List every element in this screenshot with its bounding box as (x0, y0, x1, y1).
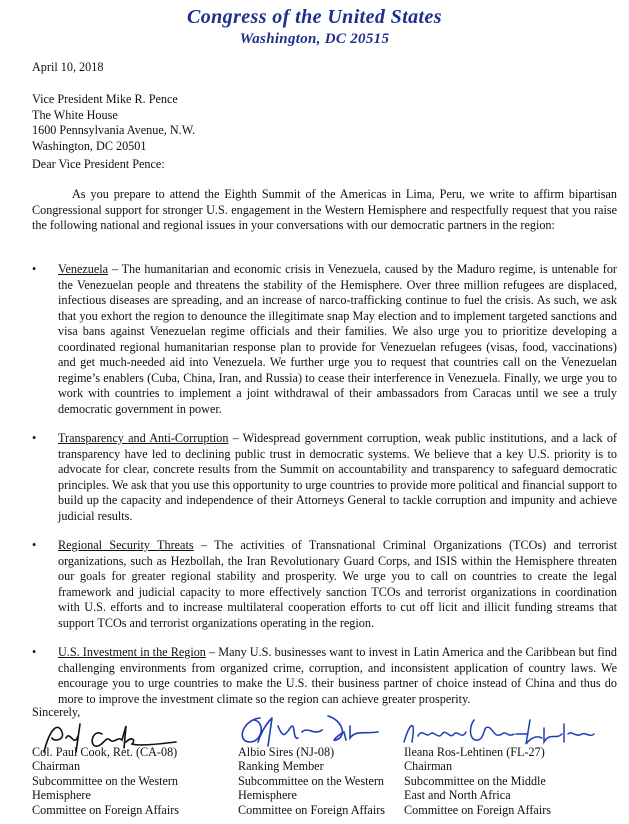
recipient-name: Vice President Mike R. Pence (32, 92, 178, 106)
signer-name: Albio Sires (NJ-08) (238, 745, 335, 759)
signer-name: Col. Paul Cook, Ret. (CA-08) (32, 745, 178, 759)
signer-role: Ranking Member (238, 759, 324, 774)
signer-subcommittee-cont: Hemisphere (32, 788, 91, 803)
bullet-icon: • (32, 645, 37, 659)
issue-security (30, 538, 617, 631)
signer-name: Ileana Ros-Lehtinen (FL-27) (404, 745, 545, 759)
issue-investment (30, 645, 617, 707)
bullet-icon: • (32, 262, 37, 276)
signer-committee: Committee on Foreign Affairs (32, 802, 180, 817)
salutation: Dear Vice President Pence: (32, 157, 165, 171)
issue-transparency (30, 431, 617, 524)
closing: Sincerely, (32, 705, 81, 719)
recipient-city: Washington, DC 20501 (32, 138, 147, 153)
issue-text: – Many U.S. businesses want to invest in Latin America and the Caribbean but find challenging environments from organized crime, corruption, and inconsistent application of country laws. We encourage you to urge countries to make the U.S. their business partner of choice instead of China and thus do more to improve the investment climate so the region can achieve greater prosperity. (58, 645, 617, 706)
issue-text: – Widespread government corruption, weak public institutions, and a lack of transparency have led to declining public trust in democratic systems. We believe that a key U.S. priority is to advocate for clear, concrete results from the Summit on accountability and transparency to safeguard democratic principles. We ask that you use this opportunity to urge countries to provide more political and financial support to build up the capacity and independence of their Attorneys General to tackle corruption and impunity and achieve judicial results. (58, 431, 617, 523)
intro-paragraph: As you prepare to attend the Eighth Summit of the Americas in Lima, Peru, we write to affirm bipartisan Congressional support for stronger U.S. engagement in the Western Hemisphere and respectfully request that you raise the following national and regional issues in your conversations with our democratic partners in the region: (32, 187, 617, 232)
signer-subcommittee: Subcommittee on the Middle (404, 773, 546, 788)
signer-subcommittee-cont: East and North Africa (404, 788, 511, 803)
bullet-icon: • (32, 538, 37, 552)
letterhead-title: Congress of the United States (187, 6, 442, 28)
issue-venezuela (30, 262, 617, 417)
signer-committee: Committee on Foreign Affairs (238, 802, 386, 817)
issue-title: Venezuela (58, 262, 109, 276)
signer-role: Chairman (32, 759, 81, 774)
issue-title: Regional Security Threats (58, 538, 194, 552)
issue-title: Transparency and Anti-Corruption (58, 431, 229, 445)
issue-title: U.S. Investment in the Region (58, 645, 206, 659)
signature-sires (232, 712, 382, 742)
issues-list (30, 262, 617, 707)
bullet-icon: • (32, 431, 37, 445)
signer-subcommittee: Subcommittee on the Western (238, 773, 385, 788)
recipient-street: 1600 Pennsylvania Avenue, N.W. (32, 123, 196, 137)
letterhead-address: Washington, DC 20515 (239, 31, 390, 47)
signer-committee: Committee on Foreign Affairs (404, 802, 552, 817)
signer-cook (32, 745, 179, 817)
recipient-address (32, 92, 617, 154)
issue-text: – The activities of Transnational Criminal Organizations (TCOs) and terrorist organizations, such as Hezbollah, the Iran Revolutionary Guard Corps, and ISIS within the Hemisphere threaten our goals for greater regional stability and prosperity. We urge you to call on countries to create the legal framework and judicial capacity to more effectively sanction TCOs and terrorist organizations in coordination with U.S. efforts and to increase multilateral cooperation efforts to cut off licit and illicit funding streams that support TCOs and terrorist organizations operating in the region. (58, 538, 617, 630)
signer-subcommittee: Subcommittee on the Western (32, 773, 179, 788)
signer-ros-lehtinen (404, 745, 551, 817)
recipient-org: The White House (32, 107, 118, 122)
signer-role: Chairman (404, 759, 453, 774)
signer-sires (238, 745, 385, 817)
issue-text: – The humanitarian and economic crisis in Venezuela, caused by the Maduro regime, is untenable for the Venezuelan people and threatens the stability of the Hemisphere. Over three million refugees are displaced, infectious diseases are spreading, and an increase of narco-trafficking continue to fuel the crisis. As such, we ask that you exhort the region to denounce the illegitimate snap May election and to implement targeted sanctions and visa bans against Venezuelan regime officials and their families. We also urge you to prioritize developing a coordinated regional humanitarian response plan to provide for Venezuelan refugees (visas, food, vaccinations) and get much-needed aid into Venezuela. We further urge you to request that countries call on the Venezuelan regime’s enablers (Cuba, China, Iran, and Russia) to cease their interference in Venezuela. Finally, we urge you to work with countries to implement a joint withdrawal of their ambassadors from Caracas until we see a truly democratic government in power. (58, 262, 617, 416)
signer-subcommittee-cont: Hemisphere (238, 788, 297, 803)
signature-ros-lehtinen (398, 714, 598, 744)
signature-cook (40, 718, 180, 748)
letter-date: April 10, 2018 (32, 60, 104, 74)
